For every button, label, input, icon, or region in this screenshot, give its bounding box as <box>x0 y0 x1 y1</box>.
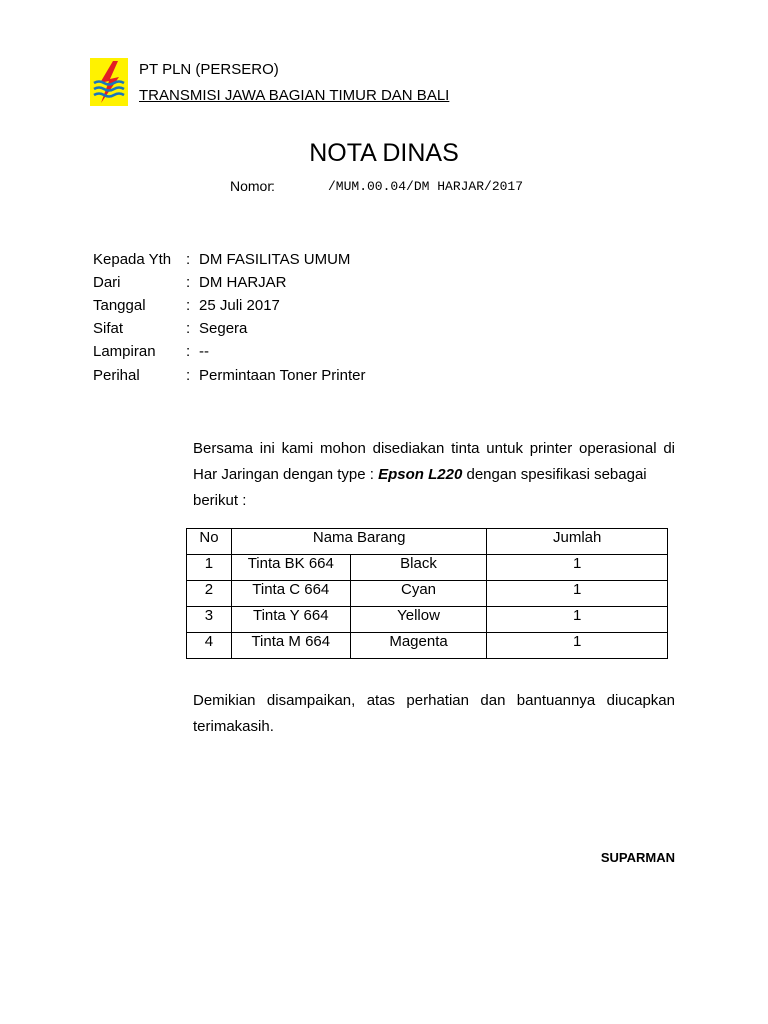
cell-no: 3 <box>187 607 232 633</box>
cell-qty: 1 <box>487 633 668 659</box>
cell-color: Magenta <box>350 633 487 659</box>
company-name: PT PLN (PERSERO) <box>139 61 279 78</box>
cell-item: Tinta Y 664 <box>231 607 350 633</box>
meta-label: Tanggal <box>93 297 146 314</box>
nomor-label: Nomor <box>230 178 273 194</box>
cell-qty: 1 <box>487 607 668 633</box>
nomor-colon: : <box>271 178 275 194</box>
header-nama-barang: Nama Barang <box>231 529 486 555</box>
closing-paragraph <box>193 688 675 740</box>
meta-colon: : <box>186 251 191 268</box>
cell-color: Cyan <box>350 581 487 607</box>
closing-line-2: terimakasih. <box>193 718 274 735</box>
meta-label: Sifat <box>93 320 124 337</box>
cell-qty: 1 <box>487 555 668 581</box>
cell-no: 4 <box>187 633 232 659</box>
cell-item: Tinta M 664 <box>231 633 350 659</box>
intro-text: Bersama ini kami mohon disediakan tinta untuk printer operasional di Har Jaringan dengan type : <box>193 440 675 483</box>
header-no: No <box>187 529 232 555</box>
cell-color: Yellow <box>350 607 487 633</box>
cell-qty: 1 <box>487 581 668 607</box>
meta-label: Perihal <box>93 367 140 384</box>
table-row <box>187 581 668 607</box>
meta-value: DM FASILITAS UMUM <box>199 251 351 268</box>
meta-value: Segera <box>199 320 248 337</box>
closing-line-1: Demikian disampaikan, atas perhatian dan bantuannya diucapkan <box>193 692 675 709</box>
meta-label: Dari <box>93 274 121 291</box>
cell-no: 1 <box>187 555 232 581</box>
table-header-row <box>187 529 668 555</box>
meta-label: Kepada Yth <box>93 251 172 268</box>
meta-colon: : <box>186 343 191 360</box>
meta-value: 25 Juli 2017 <box>199 297 280 314</box>
document-title: NOTA DINAS <box>309 139 459 167</box>
meta-colon: : <box>186 274 191 291</box>
cell-no: 2 <box>187 581 232 607</box>
pln-logo-icon <box>90 58 128 106</box>
division-name: TRANSMISI JAWA BAGIAN TIMUR DAN BALI <box>139 87 450 104</box>
meta-value: Permintaan Toner Printer <box>199 367 366 384</box>
table-row <box>187 633 668 659</box>
cell-item: Tinta C 664 <box>231 581 350 607</box>
meta-colon: : <box>186 320 191 337</box>
intro-last-line: berikut : <box>193 492 247 509</box>
cell-item: Tinta BK 664 <box>231 555 350 581</box>
intro-text-after: dengan spesifikasi sebagai <box>462 466 647 483</box>
cell-color: Black <box>350 555 487 581</box>
product-name: Epson L220 <box>378 466 463 483</box>
meta-colon: : <box>186 297 191 314</box>
nomor-value: /MUM.00.04/DM HARJAR/2017 <box>328 179 524 194</box>
header-jumlah: Jumlah <box>487 529 668 555</box>
meta-value: -- <box>199 343 209 360</box>
table-row <box>187 607 668 633</box>
items-table <box>186 528 668 659</box>
table-row <box>187 555 668 581</box>
intro-paragraph <box>193 436 675 514</box>
meta-label: Lampiran <box>93 343 156 360</box>
meta-colon: : <box>186 367 191 384</box>
meta-value: DM HARJAR <box>199 274 287 291</box>
signatory-name: SUPARMAN <box>600 850 675 865</box>
